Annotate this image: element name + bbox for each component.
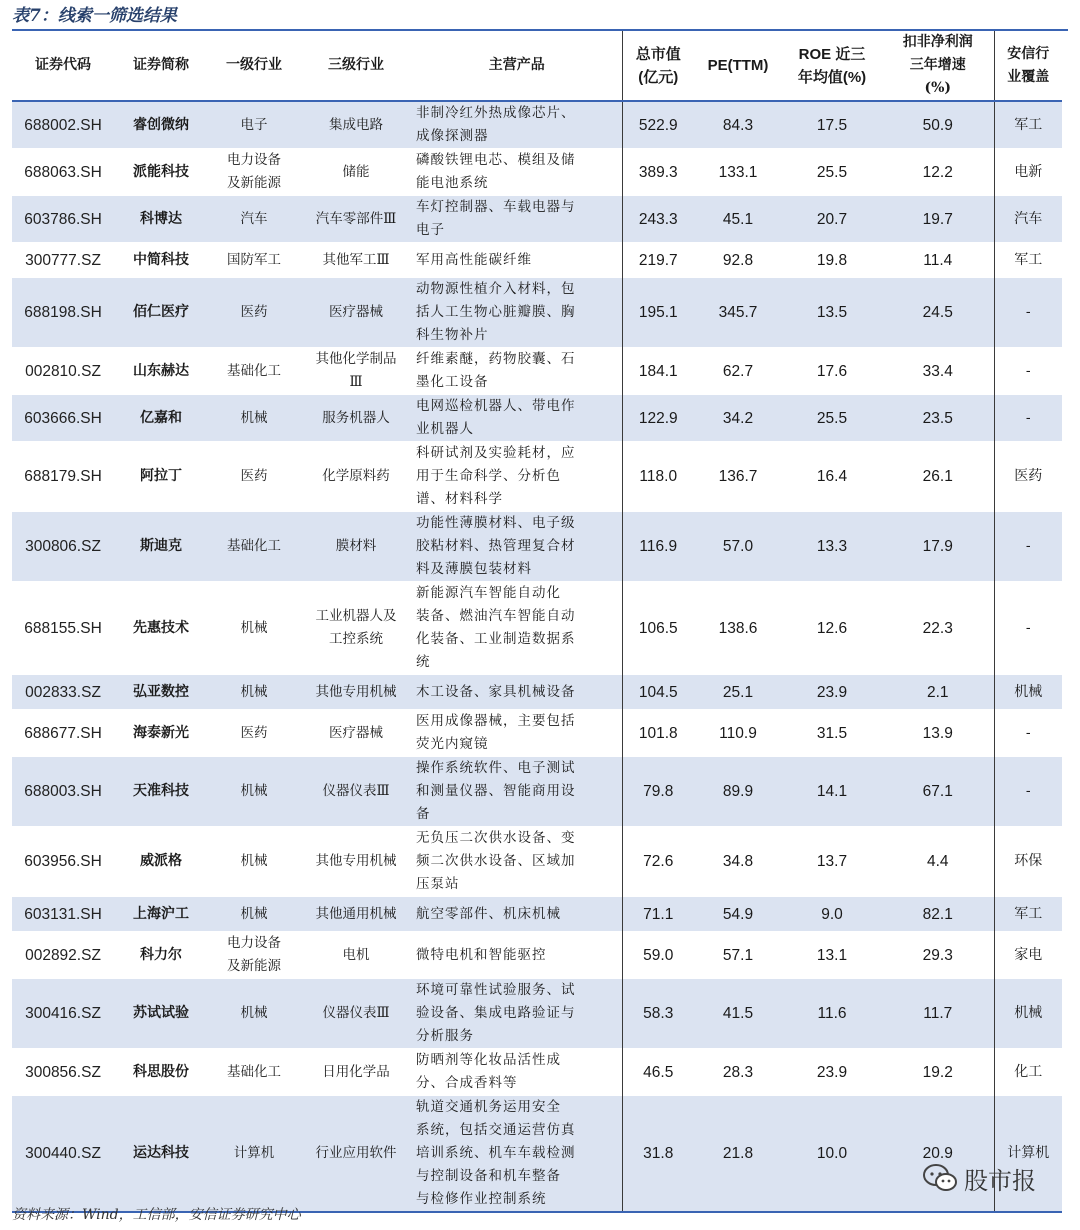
cell-industry-3: 汽车零部件Ⅲ [315, 210, 397, 227]
cell-code: 002833.SZ [25, 683, 101, 701]
cell-profit-growth: 2.1 [926, 683, 949, 701]
cell-code: 603666.SH [24, 409, 102, 427]
source-note: 资料来源：Wind，工信部，安信证券研究中心 [12, 1207, 301, 1223]
cell-roe: 25.5 [816, 163, 848, 181]
cell-product: 环境可靠性试验服务、试 验设备、集成电路验证与 分析服务 [416, 982, 576, 1044]
cell-product: 新能源汽车智能自动化 装备、燃油汽车智能自动 化装备、工业制造数据系 统 [416, 585, 576, 670]
header-market-cap: 总市值 (亿元) [622, 31, 694, 101]
cell-profit-growth: 12.2 [922, 163, 953, 181]
cell-coverage: - [994, 512, 1062, 582]
cell-product: 科研试剂及实验耗材，应 用于生命科学、分析色 谱、材料科学 [416, 445, 576, 507]
cell-product: 动物源性植介入材料，包 括人工生物心脏瓣膜、胸 科生物补片 [416, 281, 576, 343]
table-row [12, 675, 1062, 710]
cell-market-cap: 184.1 [622, 348, 694, 395]
cell-name: 中简科技 [133, 251, 189, 268]
cell-pe: 34.2 [722, 409, 754, 427]
cell-product: 航空零部件、机床机械 [416, 905, 561, 922]
cell-coverage: 军工 [994, 897, 1062, 932]
cell-pe: 92.8 [722, 251, 754, 269]
cell-code: 603131.SH [24, 905, 102, 923]
cell-industry-3: 日用化学品 [322, 1063, 390, 1080]
cell-pe: 89.9 [722, 783, 754, 800]
header-product: 主营产品 [488, 57, 545, 73]
cell-pe: 345.7 [718, 304, 758, 321]
cell-market-cap: 58.3 [622, 979, 694, 1049]
cell-pe: 54.9 [722, 905, 754, 923]
cell-industry-1: 计算机 [233, 1145, 275, 1161]
table-row [12, 442, 1062, 512]
cell-name: 威派格 [140, 853, 182, 869]
cell-name: 上海沪工 [133, 905, 189, 922]
cell-industry-3: 医疗器械 [329, 304, 383, 320]
cell-industry-1: 机械 [240, 853, 268, 869]
cell-code: 688003.SH [24, 783, 102, 800]
cell-profit-growth: 4.4 [926, 853, 949, 870]
cell-roe: 9.0 [821, 905, 843, 923]
cell-industry-1: 医药 [240, 304, 268, 320]
cell-industry-3: 服务机器人 [322, 409, 390, 426]
cell-industry-1: 电力设备 及新能源 [227, 152, 281, 191]
cell-market-cap: 79.8 [622, 757, 694, 827]
cell-coverage: 化工 [994, 1049, 1062, 1096]
cell-industry-3: 电机 [342, 946, 370, 963]
header-name: 证券简称 [133, 57, 189, 73]
table-row [12, 827, 1062, 897]
cell-roe: 17.6 [816, 362, 848, 380]
cell-code: 603956.SH [24, 853, 102, 870]
cell-roe: 12.6 [816, 619, 848, 637]
cell-market-cap: 122.9 [622, 395, 694, 442]
cell-market-cap: 219.7 [622, 243, 694, 278]
cell-pe: 41.5 [722, 1005, 754, 1022]
cell-product: 磷酸铁锂电芯、模组及储 能电池系统 [416, 152, 576, 191]
table-title: 表7：线索一筛选结果 [12, 6, 177, 26]
cell-market-cap: 104.5 [622, 675, 694, 710]
cell-name: 睿创微纳 [133, 116, 189, 133]
cell-industry-1: 机械 [240, 783, 268, 799]
cell-coverage: 军工 [994, 101, 1062, 149]
cell-coverage: - [994, 757, 1062, 827]
header-pe: PE(TTM) [707, 57, 769, 74]
cell-roe: 13.1 [816, 946, 848, 964]
cell-code: 300806.SZ [25, 538, 101, 555]
cell-profit-growth: 50.9 [922, 116, 953, 134]
cell-roe: 19.8 [816, 251, 848, 269]
cell-roe: 20.7 [816, 210, 848, 228]
cell-market-cap: 195.1 [622, 278, 694, 348]
cell-coverage: 军工 [994, 243, 1062, 278]
cell-industry-1: 医药 [240, 724, 268, 741]
cell-market-cap: 31.8 [622, 1096, 694, 1213]
watermark [922, 1160, 1036, 1196]
cell-market-cap: 389.3 [622, 149, 694, 196]
cell-roe: 23.9 [816, 1063, 848, 1081]
table-body [12, 101, 1062, 1212]
cell-name: 亿嘉和 [140, 409, 182, 426]
cell-code: 688179.SH [24, 468, 102, 485]
cell-industry-1: 汽车 [240, 210, 268, 227]
cell-industry-3: 医疗器械 [329, 724, 383, 741]
table-row [12, 1049, 1062, 1096]
cell-industry-3: 其他专用机械 [315, 683, 397, 700]
cell-industry-1: 机械 [240, 683, 268, 700]
cell-profit-growth: 11.4 [923, 251, 953, 269]
cell-industry-1: 基础化工 [227, 1063, 281, 1080]
cell-product: 电网巡检机器人、带电作 业机器人 [416, 398, 576, 437]
table-row [12, 897, 1062, 932]
cell-pe: 57.1 [722, 946, 754, 964]
cell-profit-growth: 26.1 [922, 468, 953, 485]
cell-name: 阿拉丁 [140, 468, 182, 484]
cell-product: 操作系统软件、电子测试 和测量仪器、智能商用设 备 [416, 760, 576, 822]
header-profit-growth: 扣非净利润 三年增速 (%) [902, 34, 973, 96]
cell-industry-3: 集成电路 [329, 116, 383, 133]
cell-coverage: 汽车 [994, 196, 1062, 243]
cell-pe: 84.3 [722, 116, 754, 134]
cell-name: 先惠技术 [133, 619, 189, 636]
table-row [12, 278, 1062, 348]
cell-profit-growth: 11.7 [923, 1005, 953, 1022]
cell-pe: 28.3 [722, 1063, 754, 1081]
cell-market-cap: 46.5 [622, 1049, 694, 1096]
cell-name: 海泰新光 [133, 724, 189, 741]
cell-roe: 13.5 [816, 304, 848, 321]
cell-roe: 31.5 [816, 724, 848, 742]
header-row [12, 31, 1062, 101]
cell-industry-3: 储能 [342, 163, 370, 180]
cell-code: 002810.SZ [25, 362, 101, 380]
watermark-text: 股市报 [964, 1166, 1036, 1195]
table-row [12, 710, 1062, 757]
cell-industry-3: 化学原料药 [322, 468, 390, 484]
cell-industry-3: 其他专用机械 [315, 853, 397, 869]
cell-industry-3: 膜材料 [335, 538, 377, 554]
cell-code: 688677.SH [24, 724, 102, 742]
cell-name: 派能科技 [133, 163, 189, 180]
table-row [12, 757, 1062, 827]
cell-pe: 133.1 [718, 163, 758, 181]
cell-pe: 21.8 [722, 1145, 754, 1162]
cell-name: 斯迪克 [140, 538, 182, 554]
cell-industry-1: 电力设备 及新能源 [227, 935, 281, 974]
cell-profit-growth: 29.3 [922, 946, 953, 964]
cell-industry-1: 电子 [240, 116, 268, 133]
cell-pe: 57.0 [722, 538, 754, 555]
wechat-icon [922, 1163, 958, 1193]
cell-pe: 34.8 [722, 853, 754, 870]
cell-profit-growth: 82.1 [922, 905, 953, 923]
header-code: 证券代码 [35, 57, 91, 73]
cell-market-cap: 522.9 [622, 101, 694, 149]
cell-code: 688002.SH [24, 116, 102, 134]
cell-industry-1: 机械 [240, 1005, 268, 1021]
cell-industry-1: 国防军工 [227, 251, 281, 268]
cell-product: 非制冷红外热成像芯片、 成像探测器 [416, 105, 576, 144]
cell-profit-growth: 19.7 [922, 210, 953, 228]
cell-code: 300777.SZ [25, 251, 101, 269]
cell-pe: 110.9 [719, 724, 757, 742]
cell-code: 688155.SH [24, 619, 102, 637]
cell-code: 300416.SZ [25, 1005, 101, 1022]
cell-industry-1: 医药 [240, 468, 268, 484]
cell-market-cap: 243.3 [622, 196, 694, 243]
cell-code: 603786.SH [24, 210, 102, 228]
cell-roe: 10.0 [816, 1145, 848, 1162]
cell-profit-growth: 23.5 [922, 409, 953, 427]
cell-coverage: 医药 [994, 442, 1062, 512]
cell-name: 科思股份 [133, 1063, 189, 1080]
cell-name: 运达科技 [133, 1145, 189, 1161]
cell-roe: 16.4 [816, 468, 848, 485]
cell-product: 医用成像器械，主要包括 荧光内窥镜 [416, 713, 576, 752]
cell-market-cap: 116.9 [622, 512, 694, 582]
table-row [12, 1096, 1062, 1213]
cell-industry-3: 工业机器人及 工控系统 [315, 608, 397, 647]
cell-coverage: 机械 [994, 675, 1062, 710]
cell-pe: 25.1 [722, 683, 754, 701]
table-row [12, 101, 1062, 149]
table-row [12, 243, 1062, 278]
cell-code: 688198.SH [24, 304, 102, 321]
cell-code: 300856.SZ [25, 1063, 101, 1081]
cell-roe: 13.3 [816, 538, 848, 555]
cell-profit-growth: 17.9 [922, 538, 953, 555]
cell-pe: 138.6 [718, 619, 758, 637]
cell-pe: 136.7 [718, 468, 758, 485]
cell-name: 科博达 [140, 210, 182, 227]
cell-pe: 62.7 [722, 362, 754, 380]
cell-market-cap: 106.5 [622, 582, 694, 675]
cell-name: 山东赫达 [133, 362, 189, 379]
cell-industry-1: 机械 [240, 409, 268, 426]
cell-product: 军用高性能碳纤维 [416, 251, 532, 268]
table-row [12, 348, 1062, 395]
cell-market-cap: 71.1 [622, 897, 694, 932]
cell-code: 688063.SH [24, 163, 102, 181]
cell-industry-3: 其他通用机械 [315, 905, 397, 922]
cell-profit-growth: 19.2 [922, 1063, 953, 1081]
cell-industry-1: 机械 [240, 619, 268, 636]
cell-product: 车灯控制器、车载电器与 电子 [416, 199, 576, 238]
cell-roe: 25.5 [816, 409, 848, 427]
cell-name: 科力尔 [140, 946, 182, 963]
cell-product: 微特电机和智能驱控 [416, 946, 547, 963]
table-row [12, 582, 1062, 675]
screening-results-table [12, 31, 1062, 1213]
cell-roe: 17.5 [816, 116, 848, 134]
cell-industry-3: 其他军工Ⅲ [322, 251, 390, 268]
cell-roe: 13.7 [816, 853, 848, 870]
table-row [12, 149, 1062, 196]
cell-industry-3: 其他化学制品 Ⅲ [315, 351, 397, 390]
cell-name: 苏试试验 [133, 1005, 189, 1021]
cell-industry-1: 机械 [240, 905, 268, 922]
table-row [12, 196, 1062, 243]
cell-industry-1: 基础化工 [227, 538, 281, 554]
cell-coverage: 环保 [994, 827, 1062, 897]
cell-market-cap: 59.0 [622, 932, 694, 979]
cell-product: 纤维素醚，药物胶囊、石 墨化工设备 [416, 351, 576, 390]
cell-coverage: 机械 [994, 979, 1062, 1049]
cell-industry-3: 仪器仪表Ⅲ [322, 1005, 390, 1021]
cell-roe: 11.6 [817, 1005, 847, 1022]
cell-profit-growth: 33.4 [922, 362, 953, 380]
table-row [12, 512, 1062, 582]
cell-market-cap: 118.0 [622, 442, 694, 512]
cell-industry-1: 基础化工 [227, 362, 281, 379]
cell-profit-growth: 24.5 [922, 304, 953, 321]
cell-roe: 23.9 [816, 683, 848, 701]
header-industry-1: 一级行业 [226, 57, 282, 73]
cell-coverage: - [994, 278, 1062, 348]
cell-roe: 14.1 [816, 783, 848, 800]
cell-code: 002892.SZ [25, 946, 101, 964]
cell-profit-growth: 13.9 [922, 724, 953, 742]
cell-name: 弘亚数控 [133, 683, 189, 700]
table-row [12, 932, 1062, 979]
cell-coverage: 电新 [994, 149, 1062, 196]
cell-coverage: - [994, 582, 1062, 675]
header-industry-3: 三级行业 [328, 57, 384, 73]
cell-coverage: - [994, 710, 1062, 757]
cell-coverage: 家电 [994, 932, 1062, 979]
cell-coverage: - [994, 348, 1062, 395]
cell-industry-3: 仪器仪表Ⅲ [322, 783, 390, 799]
cell-profit-growth: 22.3 [922, 619, 953, 637]
cell-industry-3: 行业应用软件 [315, 1145, 397, 1161]
cell-coverage: 计算机 [994, 1096, 1062, 1213]
cell-coverage: - [994, 395, 1062, 442]
cell-profit-growth: 67.1 [922, 783, 953, 800]
cell-name: 天准科技 [133, 783, 189, 799]
header-coverage: 安信行 业覆盖 [994, 31, 1062, 101]
cell-pe: 45.1 [722, 210, 754, 228]
header-roe: ROE 近三 年均值(%) [797, 45, 867, 86]
table-row [12, 395, 1062, 442]
cell-profit-growth: 20.9 [922, 1145, 953, 1162]
cell-product: 功能性薄膜材料、电子级 胶粘材料、热管理复合材 料及薄膜包装材料 [416, 515, 576, 577]
cell-product: 木工设备、家具机械设备 [416, 683, 576, 700]
cell-name: 佰仁医疗 [133, 304, 189, 320]
table-row [12, 979, 1062, 1049]
cell-market-cap: 101.8 [622, 710, 694, 757]
cell-market-cap: 72.6 [622, 827, 694, 897]
cell-product: 无负压二次供水设备、变 频二次供水设备、区域加 压泵站 [416, 830, 576, 892]
cell-product: 防晒剂等化妆品活性成 分、合成香料等 [416, 1052, 561, 1091]
cell-product: 轨道交通机务运用安全 系统，包括交通运营仿真 培训系统、机车车载检测 与控制设备和机车整备 与检修作业控制系统 [416, 1099, 576, 1207]
cell-code: 300440.SZ [25, 1145, 101, 1162]
